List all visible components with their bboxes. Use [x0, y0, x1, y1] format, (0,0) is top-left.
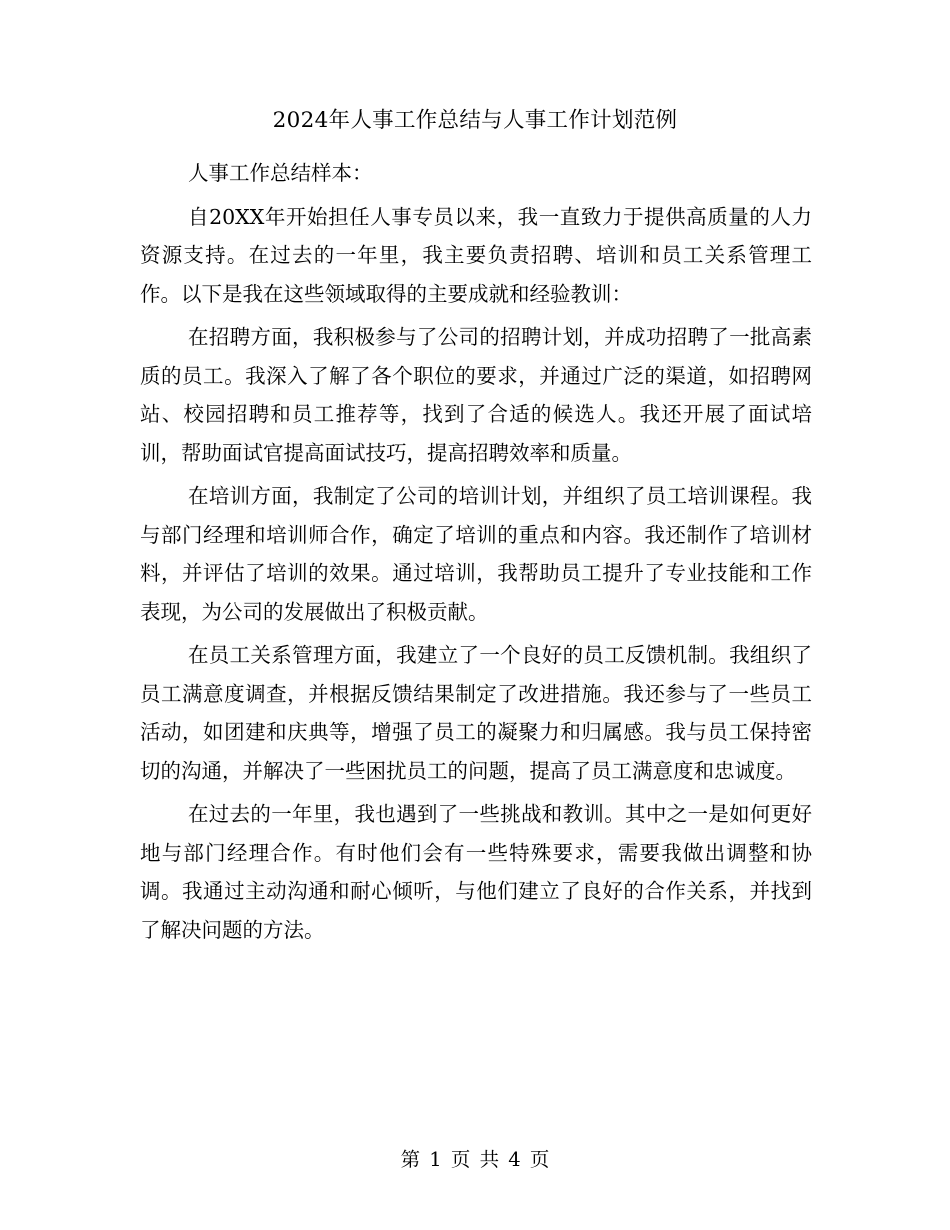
- paragraph-employee-relations: 在员工关系管理方面，我建立了一个良好的员工反馈机制。我组织了员工满意度调查，并根据反馈结果制定了改进措施。我还参与了一些员工活动，如团建和庆典等，增强了员工的凝聚力和归属感。我与员工保持密切的沟通，并解决了一些困扰员工的问题，提高了员工满意度和忠诚度。: [140, 643, 812, 783]
- paragraph-challenges: 在过去的一年里，我也遇到了一些挑战和教训。其中之一是如何更好地与部门经理合作。有时他们会有一些特殊要求，需要我做出调整和协调。我通过主动沟通和耐心倾听，与他们建立了良好的合作关系，并找到了解决问题的方法。: [140, 802, 812, 942]
- paragraph-introduction: 自20XX年开始担任人事专员以来，我一直致力于提供高质量的人力资源支持。在过去的一年里，我主要负责招聘、培训和员工关系管理工作。以下是我在这些领域取得的主要成就和经验教训：: [140, 204, 812, 306]
- page-number-footer: 第 1 页 共 4 页: [400, 1148, 550, 1171]
- paragraph-recruitment: 在招聘方面，我积极参与了公司的招聘计划，并成功招聘了一批高素质的员工。我深入了解了各个职位的要求，并通过广泛的渠道，如招聘网站、校园招聘和员工推荐等，找到了合适的候选人。我还开展了面试培训，帮助面试官提高面试技巧，提高招聘效率和质量。: [140, 325, 812, 465]
- paragraph-section-heading: 人事工作总结样本：: [188, 161, 373, 185]
- paragraph-training: 在培训方面，我制定了公司的培训计划，并组织了员工培训课程。我与部门经理和培训师合作，确定了培训的重点和内容。我还制作了培训材料，并评估了培训的效果。通过培训，我帮助员工提升了专业技能和工作表现，为公司的发展做出了积极贡献。: [140, 484, 812, 624]
- document-title: 2024年人事工作总结与人事工作计划范例: [272, 108, 678, 133]
- document-body: [140, 154, 812, 954]
